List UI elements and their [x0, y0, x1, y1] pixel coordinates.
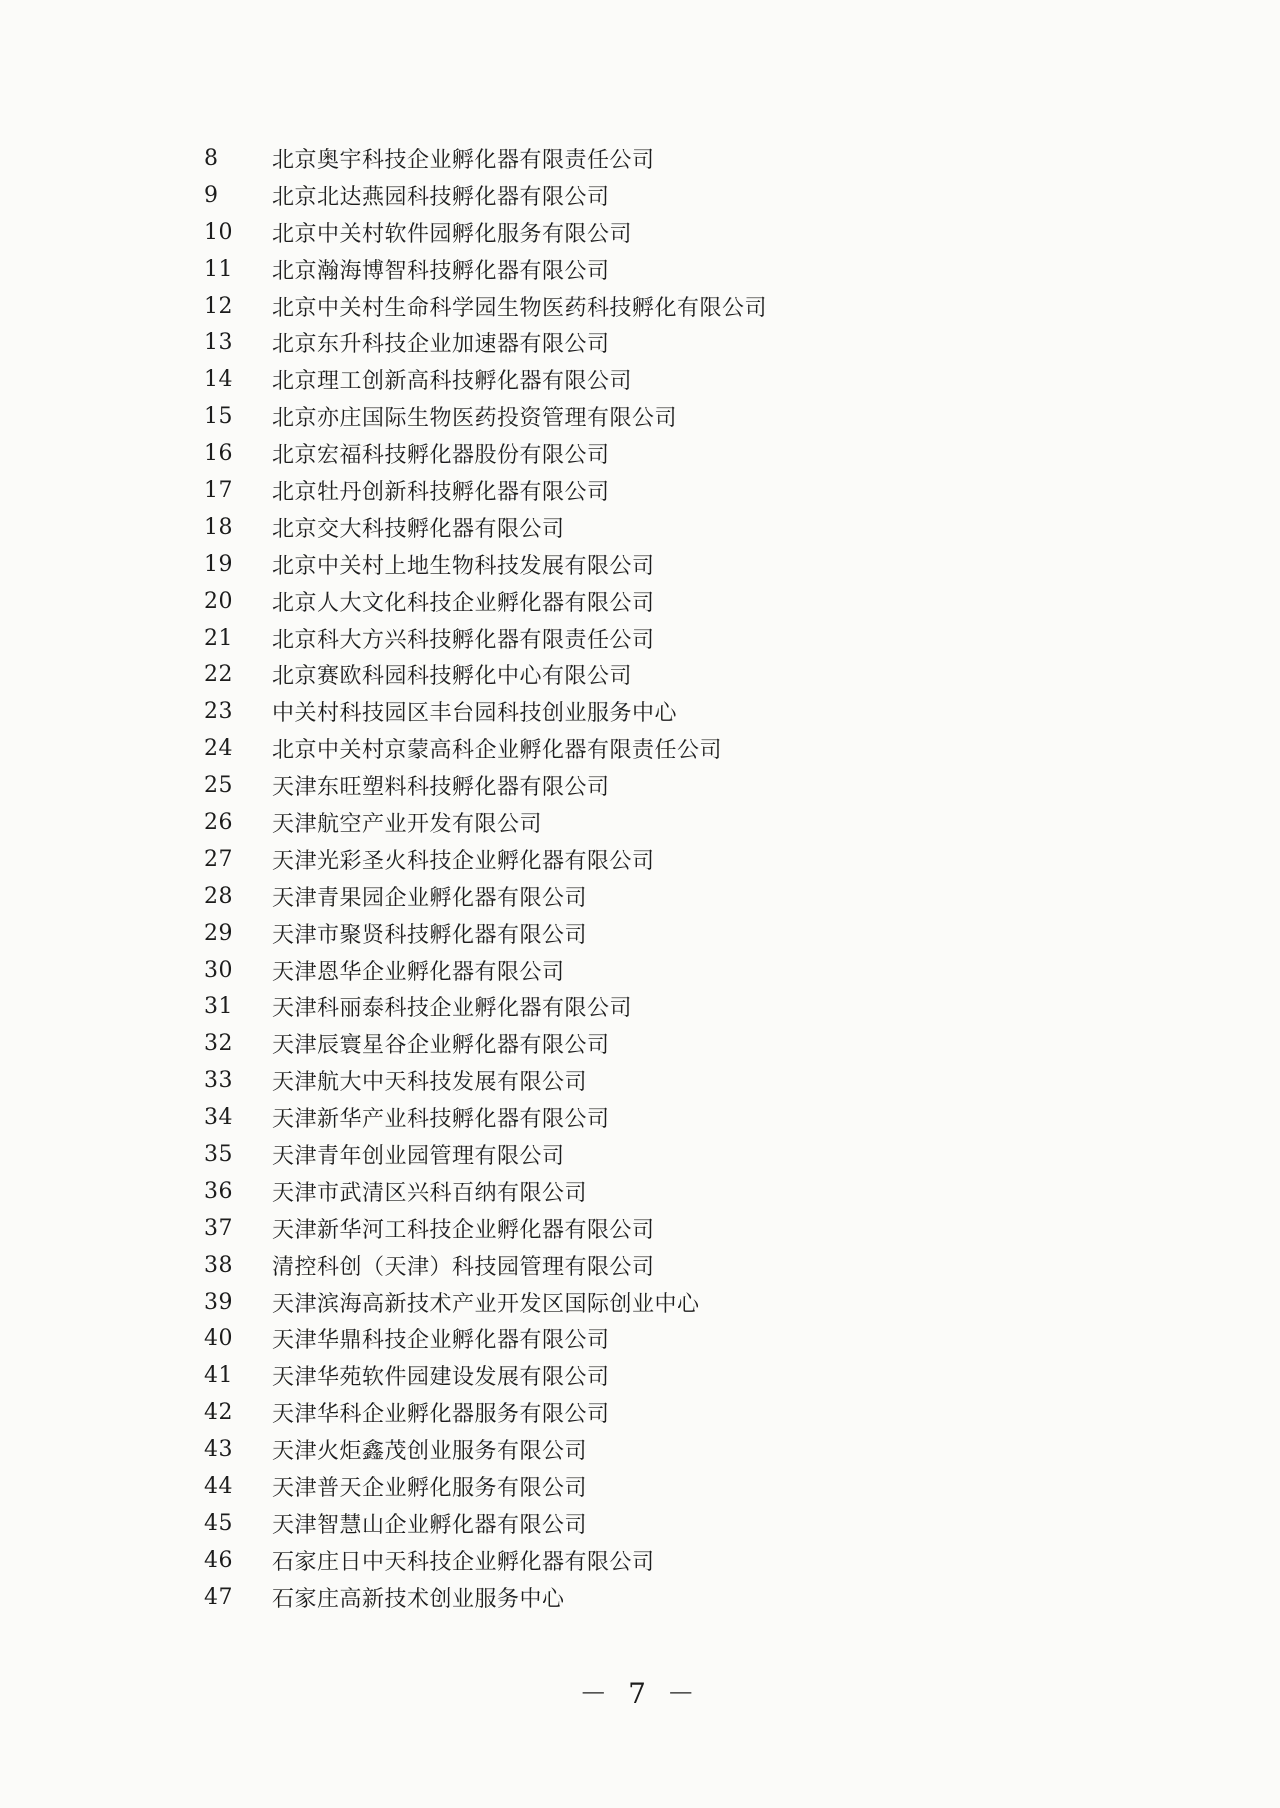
company-name: 天津东旺塑料科技孵化器有限公司 [272, 775, 610, 801]
item-number: 9 [204, 182, 219, 208]
item-number: 15 [204, 404, 233, 430]
item-number: 18 [204, 514, 233, 540]
company-name: 天津滨海高新技术产业开发区国际创业中心 [272, 1291, 700, 1317]
company-name: 北京中关村软件园孵化服务有限公司 [272, 221, 633, 247]
list-item [196, 1431, 1076, 1468]
item-number: 42 [204, 1400, 233, 1426]
company-name: 天津智慧山企业孵化器有限公司 [272, 1512, 588, 1538]
item-number: 29 [204, 920, 233, 946]
list-item [196, 472, 1076, 509]
company-name: 天津青年创业园管理有限公司 [272, 1143, 565, 1169]
company-name: 北京赛欧科园科技孵化中心有限公司 [272, 664, 633, 690]
item-number: 47 [204, 1584, 233, 1610]
company-name: 天津科丽泰科技企业孵化器有限公司 [272, 996, 633, 1022]
list-item [196, 620, 1076, 657]
item-number: 20 [204, 588, 233, 614]
item-number: 46 [204, 1547, 233, 1573]
item-number: 45 [204, 1510, 233, 1536]
item-number: 16 [204, 441, 233, 467]
list-item [196, 288, 1076, 325]
company-name: 天津新华河工科技企业孵化器有限公司 [272, 1217, 655, 1243]
company-name: 天津市聚贤科技孵化器有限公司 [272, 922, 588, 948]
item-number: 41 [204, 1363, 233, 1389]
item-number: 23 [204, 699, 233, 725]
item-number: 21 [204, 625, 233, 651]
company-name: 北京科大方兴科技孵化器有限责任公司 [272, 627, 655, 653]
company-name: 天津华科企业孵化器服务有限公司 [272, 1402, 610, 1428]
list-item [196, 1210, 1076, 1247]
item-number: 24 [204, 736, 233, 762]
list-item [196, 1025, 1076, 1062]
item-number: 38 [204, 1252, 233, 1278]
list-item [196, 509, 1076, 546]
item-number: 28 [204, 883, 233, 909]
company-name: 北京理工创新高科技孵化器有限公司 [272, 369, 633, 395]
list-item [196, 952, 1076, 989]
company-name: 北京人大文化科技企业孵化器有限公司 [272, 590, 655, 616]
list-item [196, 398, 1076, 435]
company-name: 天津华鼎科技企业孵化器有限公司 [272, 1328, 610, 1354]
item-number: 44 [204, 1474, 233, 1499]
item-number: 11 [204, 256, 233, 282]
item-number: 35 [204, 1141, 233, 1167]
company-name: 北京奥宇科技企业孵化器有限责任公司 [272, 147, 655, 173]
item-number: 33 [204, 1068, 233, 1094]
page-number: － 7 － [579, 1677, 701, 1710]
company-name: 天津火炬鑫茂创业服务有限公司 [272, 1439, 588, 1465]
list-item [196, 915, 1076, 952]
item-number: 32 [204, 1031, 233, 1057]
company-name: 天津航空产业开发有限公司 [272, 811, 543, 837]
company-name: 天津航大中天科技发展有限公司 [272, 1070, 588, 1096]
item-number: 14 [204, 367, 233, 393]
list-item [196, 804, 1076, 841]
company-name: 北京瀚海博智科技孵化器有限公司 [272, 258, 610, 284]
list-item [196, 693, 1076, 730]
item-number: 37 [204, 1215, 233, 1241]
company-name: 天津光彩圣火科技企业孵化器有限公司 [272, 848, 655, 874]
list-item [196, 583, 1076, 620]
company-name: 天津新华产业科技孵化器有限公司 [272, 1107, 610, 1133]
list-item [196, 1173, 1076, 1210]
list-item [196, 1247, 1076, 1284]
list-item [196, 1099, 1076, 1136]
item-number: 39 [204, 1289, 233, 1315]
list-item [196, 1468, 1076, 1505]
list-item [196, 1136, 1076, 1173]
company-name: 清控科创（天津）科技园管理有限公司 [272, 1254, 655, 1280]
company-name: 天津市武清区兴科百纳有限公司 [272, 1180, 588, 1206]
company-name: 北京中关村生命科学园生物医药科技孵化有限公司 [272, 295, 768, 321]
list-item [196, 1505, 1076, 1542]
list-item [196, 1321, 1076, 1358]
list-item [196, 435, 1076, 472]
company-name: 北京中关村上地生物科技发展有限公司 [272, 553, 655, 579]
item-number: 43 [204, 1437, 233, 1463]
list-item [196, 361, 1076, 398]
list-item [196, 1062, 1076, 1099]
item-number: 10 [204, 219, 233, 245]
list-item [196, 1579, 1076, 1616]
company-name: 北京中关村京蒙高科企业孵化器有限责任公司 [272, 738, 723, 764]
list-item [196, 1357, 1076, 1394]
company-name: 天津华苑软件园建设发展有限公司 [272, 1365, 610, 1391]
list-item [196, 177, 1076, 214]
item-number: 17 [204, 477, 233, 503]
item-number: 13 [204, 330, 233, 356]
item-number: 19 [204, 551, 233, 577]
company-name: 北京北达燕园科技孵化器有限公司 [272, 184, 610, 210]
item-number: 27 [204, 846, 233, 872]
company-name: 北京东升科技企业加速器有限公司 [272, 332, 610, 358]
company-name: 北京牡丹创新科技孵化器有限公司 [272, 479, 610, 505]
list-item [196, 656, 1076, 693]
item-number: 25 [204, 773, 233, 799]
list-item [196, 251, 1076, 288]
list-item [196, 1542, 1076, 1579]
company-name: 天津青果园企业孵化器有限公司 [272, 885, 588, 911]
item-number: 22 [204, 662, 233, 688]
list-item [196, 767, 1076, 804]
item-number: 8 [204, 145, 219, 171]
item-number: 12 [204, 293, 233, 319]
incubator-list [196, 140, 1076, 1616]
company-name: 天津普天企业孵化服务有限公司 [272, 1476, 588, 1501]
item-number: 40 [204, 1326, 233, 1352]
list-item [196, 140, 1076, 177]
company-name: 天津辰寰星谷企业孵化器有限公司 [272, 1033, 610, 1059]
company-name: 北京交大科技孵化器有限公司 [272, 516, 565, 542]
list-item [196, 841, 1076, 878]
list-item [196, 1284, 1076, 1321]
list-item [196, 214, 1076, 251]
list-item [196, 878, 1076, 915]
item-number: 30 [204, 957, 233, 983]
item-number: 31 [204, 994, 233, 1020]
company-name: 天津恩华企业孵化器有限公司 [272, 959, 565, 985]
company-name: 北京宏福科技孵化器股份有限公司 [272, 443, 610, 469]
company-name: 石家庄高新技术创业服务中心 [272, 1586, 565, 1612]
list-item [196, 988, 1076, 1025]
list-item [196, 546, 1076, 583]
company-name: 中关村科技园区丰台园科技创业服务中心 [272, 701, 678, 727]
list-item [196, 324, 1076, 361]
company-name: 石家庄日中天科技企业孵化器有限公司 [272, 1549, 655, 1575]
item-number: 36 [204, 1178, 233, 1204]
list-item [196, 730, 1076, 767]
list-item [196, 1394, 1076, 1431]
item-number: 26 [204, 809, 233, 835]
item-number: 34 [204, 1105, 233, 1131]
company-name: 北京亦庄国际生物医药投资管理有限公司 [272, 406, 678, 432]
